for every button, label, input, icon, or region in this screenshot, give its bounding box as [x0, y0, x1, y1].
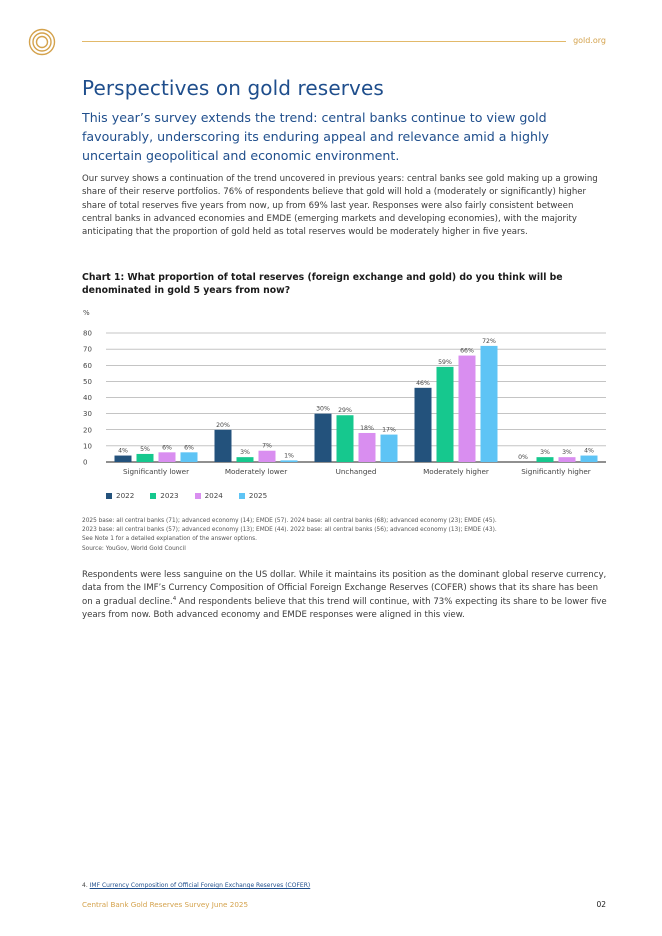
bar-value-label: 18% — [360, 424, 374, 432]
bar-value-label: 4% — [584, 447, 594, 455]
x-category-label: Significantly lower — [122, 467, 190, 476]
y-tick-label: 30 — [83, 410, 92, 419]
bar — [215, 430, 232, 462]
bar — [315, 414, 332, 462]
chart-title: Chart 1: What proportion of total reserves (foreign exchange and gold) do you think will be denominated in gold 5 years from now? — [82, 272, 563, 297]
chart-note: 2025 base: all central banks (71); advanced economy (14); EMDE (57). 2024 base: all central banks (68); advanced economy (23); EMDE (45). — [82, 518, 497, 524]
legend-label: 2025 — [248, 491, 268, 500]
y-tick-label: 80 — [83, 329, 92, 338]
body-paragraph-2-text-end: And respondents believe that this trend will continue, with 73% expecting its share to be lower five years from now. Both advanced economy and EMDE responses were aligned in this view. — [82, 596, 607, 620]
bar — [281, 460, 298, 462]
legend-item — [150, 491, 178, 500]
body-paragraph-1: Our survey shows a continuation of the trend uncovered in previous years: central banks see gold making up a growing share of their reserve portfolios. 76% of respondents believe that gold will hold a (moderately or significantly) higher share of total reserves five years from now, up from 69% last year. Responses were also fairly consistent between central banks in advanced economies and EMDE (emerging markets and developing economies), with the majority anticipating that the proportion of gold held as total reserves would be moderately higher in five years. — [82, 174, 598, 238]
bar-value-label: 1% — [284, 452, 294, 460]
y-tick-label: 70 — [83, 345, 92, 354]
y-tick-label: 0 — [83, 458, 88, 467]
bar — [481, 346, 498, 462]
chart-note: See Note 1 for a detailed explanation of the answer options. — [82, 536, 258, 543]
bar — [559, 457, 576, 462]
lede-paragraph: This year’s survey extends the trend: central banks continue to view gold favourably, underscoring its enduring appeal and relevance amid a highly uncertain geopolitical and economic environment. — [82, 110, 549, 163]
legend-item — [106, 491, 134, 500]
bar-value-label: 3% — [240, 449, 250, 457]
footnote-reference[interactable]: 4 — [172, 595, 177, 602]
bar-value-label: 72% — [482, 337, 496, 345]
y-tick-label: 50 — [83, 377, 92, 386]
legend-label: 2023 — [160, 491, 179, 500]
bar-value-label: 29% — [338, 407, 352, 415]
bar — [415, 388, 432, 462]
legend-swatch — [195, 493, 201, 499]
x-category-label: Moderately lower — [224, 467, 288, 476]
y-tick-label: 60 — [83, 361, 92, 370]
footnote-number: 4. — [82, 882, 88, 889]
bar-value-label: 7% — [262, 442, 272, 450]
legend-label: 2024 — [204, 491, 223, 500]
bar-chart — [78, 302, 618, 482]
bar-value-label: 17% — [382, 426, 396, 434]
bar — [237, 457, 254, 462]
bar — [337, 415, 354, 462]
bar-value-label: 4% — [118, 447, 128, 455]
bar-value-label: 3% — [562, 449, 572, 457]
bar — [459, 356, 476, 462]
chart-note: 2023 base: all central banks (57); advanced economy (13); EMDE (44). 2022 base: all central banks (56); advanced economy (13); EMDE (43). — [82, 527, 497, 534]
footnote — [82, 882, 310, 889]
bar — [115, 456, 132, 462]
bar-value-label: 5% — [140, 445, 150, 453]
bar — [437, 367, 454, 462]
body-paragraph-2 — [82, 569, 608, 622]
footer-publication: Central Bank Gold Reserves Survey June 2025 — [82, 900, 249, 909]
bar — [259, 451, 276, 462]
bar-value-label: 20% — [216, 421, 230, 429]
bar — [181, 452, 198, 462]
bar — [159, 452, 176, 462]
bar — [381, 435, 398, 462]
bar — [537, 457, 554, 462]
bar-value-label: 66% — [460, 347, 474, 355]
bar-value-label: 0% — [518, 454, 528, 461]
x-category-label: Unchanged — [335, 467, 377, 476]
world-gold-council-logo-icon — [28, 28, 56, 56]
bar-value-label: 6% — [162, 444, 172, 452]
bar — [137, 454, 154, 462]
bar-value-label: 3% — [540, 449, 550, 457]
bar — [359, 433, 376, 462]
legend-swatch — [106, 493, 112, 499]
legend-swatch — [239, 493, 245, 499]
legend-item — [239, 491, 267, 500]
body-paragraph-2-text: Respondents were less sanguine on the US dollar. While it maintains its position as the dominant global reserve currency, data from the IMF’s Currency Composition of Official Foreign Exchange Reserves (COFER) shows that its share has been on a gradual decline. — [82, 570, 607, 607]
header-rule — [82, 41, 566, 42]
bar — [581, 456, 598, 462]
y-tick-label: 20 — [83, 426, 92, 435]
bar-value-label: 6% — [184, 444, 194, 452]
legend-swatch — [150, 493, 156, 499]
y-axis-unit-label: % — [83, 309, 90, 317]
x-category-label: Moderately higher — [423, 467, 489, 476]
site-link[interactable]: gold.org — [573, 36, 606, 45]
bar-value-label: 30% — [316, 405, 330, 413]
y-tick-label: 40 — [83, 394, 92, 402]
bar-value-label: 59% — [438, 358, 452, 366]
footnote-link[interactable]: IMF Currency Composition of Official Foreign Exchange Reserves (COFER) — [89, 882, 311, 889]
legend-label: 2022 — [116, 491, 135, 500]
chart-legend — [106, 491, 267, 500]
page-number: 02 — [596, 900, 606, 909]
x-category-label: Significantly higher — [521, 467, 591, 476]
bar-value-label: 46% — [416, 379, 430, 387]
chart-notes — [82, 517, 612, 554]
y-tick-label: 10 — [83, 442, 92, 451]
page-title: Perspectives on gold reserves — [82, 76, 384, 100]
legend-item — [195, 491, 223, 500]
chart-source: Source: YouGov, World Gold Council — [82, 545, 186, 552]
